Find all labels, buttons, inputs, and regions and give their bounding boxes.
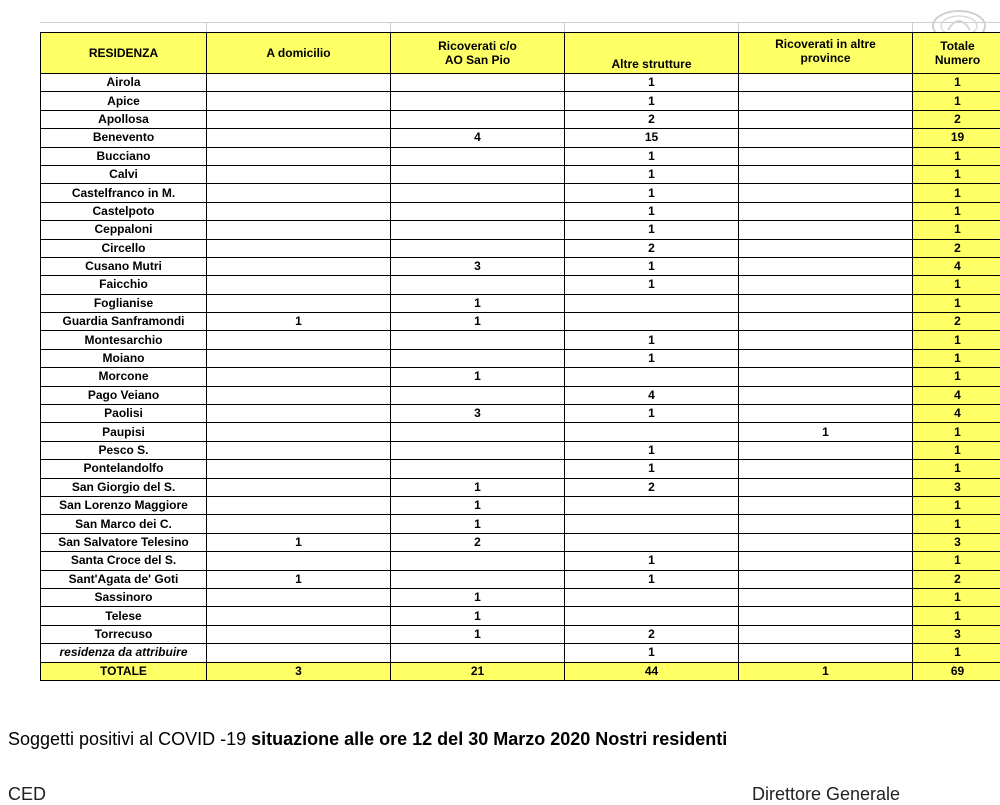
cell-san-pio xyxy=(391,221,565,239)
table-row xyxy=(41,515,1000,533)
cell-domicilio xyxy=(207,552,391,570)
table-row xyxy=(41,331,1000,349)
footer-right-label: Direttore Generale xyxy=(752,784,900,805)
table-header-row xyxy=(41,33,1000,74)
table-row xyxy=(41,588,1000,606)
cell-totale: 19 xyxy=(913,129,1000,147)
cell-residenza: Foglianise xyxy=(41,294,207,312)
cell-totale: 1 xyxy=(913,331,1000,349)
cell-domicilio xyxy=(207,331,391,349)
cell-totale: 1 xyxy=(913,607,1000,625)
cell-residenza: Torrecuso xyxy=(41,625,207,643)
cell-altre-strutture: 1 xyxy=(565,331,739,349)
cell-totale: 1 xyxy=(913,423,1000,441)
cell-totale: 1 xyxy=(913,368,1000,386)
cell-altre-strutture xyxy=(565,368,739,386)
cell-residenza: Paolisi xyxy=(41,405,207,423)
cell-altre-strutture: 1 xyxy=(565,552,739,570)
cell-domicilio xyxy=(207,221,391,239)
cell-altre-province xyxy=(739,533,913,551)
cell-altre-province xyxy=(739,625,913,643)
cell-domicilio xyxy=(207,515,391,533)
cell-san-pio xyxy=(391,423,565,441)
cell-san-pio: 3 xyxy=(391,257,565,275)
cell-residenza: San Marco dei C. xyxy=(41,515,207,533)
covid-residence-table xyxy=(40,32,1000,681)
cell-altre-province xyxy=(739,331,913,349)
cell-residenza: Paupisi xyxy=(41,423,207,441)
cell-residenza: Apice xyxy=(41,92,207,110)
cell-residenza: Montesarchio xyxy=(41,331,207,349)
cell-totale: 4 xyxy=(913,386,1000,404)
cell-totale: 1 xyxy=(913,496,1000,514)
cell-residenza: Telese xyxy=(41,607,207,625)
cell-san-pio xyxy=(391,644,565,662)
table-row xyxy=(41,423,1000,441)
cell-altre-strutture: 44 xyxy=(565,662,739,680)
cell-altre-province xyxy=(739,239,913,257)
cell-san-pio xyxy=(391,460,565,478)
header-altre-label: Altre strutture xyxy=(611,57,691,71)
header-totale-line1: Totale xyxy=(940,39,974,53)
cell-altre-province xyxy=(739,147,913,165)
cell-totale: 4 xyxy=(913,405,1000,423)
cell-san-pio xyxy=(391,92,565,110)
cell-totale: 1 xyxy=(913,294,1000,312)
cell-altre-province xyxy=(739,405,913,423)
table-row xyxy=(41,386,1000,404)
cell-altre-province xyxy=(739,110,913,128)
cell-domicilio xyxy=(207,625,391,643)
cell-altre-province xyxy=(739,644,913,662)
cell-domicilio xyxy=(207,386,391,404)
table-row xyxy=(41,257,1000,275)
cell-domicilio xyxy=(207,129,391,147)
cell-totale: 1 xyxy=(913,349,1000,367)
cell-domicilio: 1 xyxy=(207,570,391,588)
table-row xyxy=(41,349,1000,367)
top-rule xyxy=(40,22,1000,23)
table-row xyxy=(41,294,1000,312)
cell-altre-province xyxy=(739,92,913,110)
cell-altre-strutture: 1 xyxy=(565,257,739,275)
cell-residenza: Pago Veiano xyxy=(41,386,207,404)
cell-residenza: Circello xyxy=(41,239,207,257)
table-row xyxy=(41,184,1000,202)
table-row xyxy=(41,74,1000,92)
header-totale-line2: Numero xyxy=(935,53,980,67)
table-row xyxy=(41,533,1000,551)
table-row xyxy=(41,478,1000,496)
cell-san-pio: 1 xyxy=(391,588,565,606)
cell-domicilio: 1 xyxy=(207,313,391,331)
table-row xyxy=(41,625,1000,643)
cell-domicilio xyxy=(207,202,391,220)
cell-san-pio: 4 xyxy=(391,129,565,147)
cell-san-pio: 1 xyxy=(391,607,565,625)
cell-altre-strutture: 2 xyxy=(565,110,739,128)
cell-san-pio: 1 xyxy=(391,294,565,312)
cell-altre-strutture: 4 xyxy=(565,386,739,404)
totals-row xyxy=(41,662,1000,680)
cell-domicilio xyxy=(207,496,391,514)
cell-san-pio: 1 xyxy=(391,625,565,643)
cell-domicilio xyxy=(207,294,391,312)
cell-altre-strutture xyxy=(565,496,739,514)
header-residenza xyxy=(41,33,207,74)
header-totale xyxy=(913,33,1000,74)
table-row xyxy=(41,552,1000,570)
cell-residenza: Bucciano xyxy=(41,147,207,165)
cell-residenza: TOTALE xyxy=(41,662,207,680)
cell-altre-strutture: 1 xyxy=(565,441,739,459)
column-tick xyxy=(564,22,565,32)
cell-totale: 1 xyxy=(913,644,1000,662)
cell-altre-strutture: 1 xyxy=(565,147,739,165)
cell-domicilio: 1 xyxy=(207,533,391,551)
cell-residenza: Benevento xyxy=(41,129,207,147)
table-row xyxy=(41,644,1000,662)
cell-totale: 3 xyxy=(913,533,1000,551)
cell-san-pio xyxy=(391,239,565,257)
cell-domicilio xyxy=(207,423,391,441)
cell-san-pio: 1 xyxy=(391,478,565,496)
cell-altre-strutture: 1 xyxy=(565,460,739,478)
cell-altre-strutture: 2 xyxy=(565,239,739,257)
cell-residenza: Pontelandolfo xyxy=(41,460,207,478)
cell-san-pio xyxy=(391,570,565,588)
table-row xyxy=(41,110,1000,128)
cell-residenza: Calvi xyxy=(41,165,207,183)
cell-totale: 1 xyxy=(913,515,1000,533)
cell-totale: 69 xyxy=(913,662,1000,680)
cell-altre-province: 1 xyxy=(739,662,913,680)
cell-residenza: Castelfranco in M. xyxy=(41,184,207,202)
table-row xyxy=(41,165,1000,183)
cell-san-pio: 2 xyxy=(391,533,565,551)
cell-altre-strutture: 1 xyxy=(565,570,739,588)
cell-altre-strutture xyxy=(565,313,739,331)
cell-totale: 1 xyxy=(913,165,1000,183)
cell-residenza: Sant'Agata de' Goti xyxy=(41,570,207,588)
column-tick xyxy=(390,22,391,32)
table-row xyxy=(41,276,1000,294)
cell-totale: 4 xyxy=(913,257,1000,275)
cell-san-pio xyxy=(391,276,565,294)
table-caption xyxy=(8,729,727,750)
cell-altre-strutture xyxy=(565,294,739,312)
cell-san-pio xyxy=(391,165,565,183)
cell-altre-province xyxy=(739,349,913,367)
cell-san-pio xyxy=(391,74,565,92)
cell-altre-province xyxy=(739,74,913,92)
cell-san-pio: 21 xyxy=(391,662,565,680)
cell-san-pio xyxy=(391,552,565,570)
cell-altre-province xyxy=(739,496,913,514)
cell-totale: 1 xyxy=(913,74,1000,92)
cell-altre-strutture xyxy=(565,533,739,551)
cell-residenza: Faicchio xyxy=(41,276,207,294)
cell-altre-strutture: 2 xyxy=(565,478,739,496)
cell-totale: 1 xyxy=(913,588,1000,606)
cell-altre-province xyxy=(739,129,913,147)
cell-residenza: Guardia Sanframondi xyxy=(41,313,207,331)
cell-altre-strutture: 1 xyxy=(565,644,739,662)
cell-altre-province xyxy=(739,313,913,331)
cell-residenza: San Salvatore Telesino xyxy=(41,533,207,551)
header-altre-province xyxy=(739,33,913,74)
cell-altre-province xyxy=(739,588,913,606)
header-ricoverati-san-pio xyxy=(391,33,565,74)
cell-totale: 3 xyxy=(913,625,1000,643)
cell-san-pio: 1 xyxy=(391,515,565,533)
cell-san-pio xyxy=(391,441,565,459)
table-row xyxy=(41,460,1000,478)
cell-residenza: Sassinoro xyxy=(41,588,207,606)
cell-altre-province: 1 xyxy=(739,423,913,441)
table-body xyxy=(41,74,1000,681)
table-row xyxy=(41,368,1000,386)
cell-altre-strutture: 1 xyxy=(565,202,739,220)
table-row xyxy=(41,607,1000,625)
cell-san-pio: 1 xyxy=(391,496,565,514)
cell-san-pio xyxy=(391,202,565,220)
cell-residenza: Santa Croce del S. xyxy=(41,552,207,570)
cell-totale: 2 xyxy=(913,239,1000,257)
cell-altre-strutture: 1 xyxy=(565,221,739,239)
table-row xyxy=(41,202,1000,220)
caption-bold: situazione alle ore 12 del 30 Marzo 2020 Nostri residenti xyxy=(251,729,727,749)
header-province-line2: province xyxy=(800,51,850,65)
cell-san-pio xyxy=(391,349,565,367)
cell-domicilio xyxy=(207,184,391,202)
cell-domicilio xyxy=(207,110,391,128)
cell-san-pio xyxy=(391,147,565,165)
cell-domicilio xyxy=(207,405,391,423)
cell-residenza: San Lorenzo Maggiore xyxy=(41,496,207,514)
cell-domicilio xyxy=(207,607,391,625)
cell-domicilio xyxy=(207,441,391,459)
cell-altre-strutture: 15 xyxy=(565,129,739,147)
cell-altre-strutture: 1 xyxy=(565,92,739,110)
cell-altre-province xyxy=(739,515,913,533)
cell-domicilio xyxy=(207,239,391,257)
cell-altre-province xyxy=(739,570,913,588)
cell-san-pio xyxy=(391,331,565,349)
table-row xyxy=(41,147,1000,165)
cell-totale: 2 xyxy=(913,110,1000,128)
cell-totale: 1 xyxy=(913,147,1000,165)
column-tick xyxy=(206,22,207,32)
cell-totale: 2 xyxy=(913,313,1000,331)
cell-altre-province xyxy=(739,552,913,570)
cell-altre-province xyxy=(739,294,913,312)
cell-altre-province xyxy=(739,257,913,275)
cell-altre-strutture: 1 xyxy=(565,74,739,92)
header-province-line1: Ricoverati in altre xyxy=(775,37,876,51)
cell-altre-province xyxy=(739,441,913,459)
cell-altre-province xyxy=(739,184,913,202)
column-tick xyxy=(738,22,739,32)
cell-san-pio xyxy=(391,184,565,202)
cell-altre-province xyxy=(739,386,913,404)
cell-domicilio xyxy=(207,368,391,386)
table-row xyxy=(41,313,1000,331)
cell-altre-province xyxy=(739,607,913,625)
cell-altre-province xyxy=(739,276,913,294)
footer-left-label: CED xyxy=(8,784,46,805)
cell-altre-strutture xyxy=(565,423,739,441)
cell-totale: 1 xyxy=(913,221,1000,239)
cell-domicilio xyxy=(207,147,391,165)
cell-altre-strutture xyxy=(565,607,739,625)
caption-normal: Soggetti positivi al COVID -19 xyxy=(8,729,251,749)
table-row xyxy=(41,239,1000,257)
cell-altre-province xyxy=(739,460,913,478)
cell-totale: 1 xyxy=(913,184,1000,202)
cell-domicilio xyxy=(207,74,391,92)
cell-domicilio: 3 xyxy=(207,662,391,680)
cell-san-pio: 1 xyxy=(391,313,565,331)
cell-altre-province xyxy=(739,202,913,220)
table-row xyxy=(41,570,1000,588)
table-row xyxy=(41,92,1000,110)
cell-domicilio xyxy=(207,460,391,478)
cell-totale: 1 xyxy=(913,92,1000,110)
cell-residenza: Moiano xyxy=(41,349,207,367)
header-altre-strutture xyxy=(565,33,739,74)
cell-san-pio: 3 xyxy=(391,405,565,423)
cell-san-pio xyxy=(391,110,565,128)
header-ricoverati-line2: AO San Pio xyxy=(445,53,510,67)
cell-totale: 1 xyxy=(913,460,1000,478)
cell-altre-strutture: 1 xyxy=(565,165,739,183)
cell-residenza: Morcone xyxy=(41,368,207,386)
cell-altre-strutture: 1 xyxy=(565,405,739,423)
cell-altre-province xyxy=(739,165,913,183)
table-row xyxy=(41,441,1000,459)
table-row xyxy=(41,129,1000,147)
cell-altre-province xyxy=(739,368,913,386)
cell-altre-province xyxy=(739,478,913,496)
header-domicilio-label: A domicilio xyxy=(266,46,330,60)
header-ricoverati-line1: Ricoverati c/o xyxy=(438,39,517,53)
cell-totale: 3 xyxy=(913,478,1000,496)
cell-domicilio xyxy=(207,349,391,367)
cell-residenza: Castelpoto xyxy=(41,202,207,220)
cell-altre-strutture: 1 xyxy=(565,349,739,367)
cell-san-pio xyxy=(391,386,565,404)
cell-altre-strutture: 1 xyxy=(565,184,739,202)
cell-altre-strutture: 2 xyxy=(565,625,739,643)
cell-altre-strutture xyxy=(565,515,739,533)
table-row xyxy=(41,496,1000,514)
cell-totale: 1 xyxy=(913,441,1000,459)
cell-residenza: Pesco S. xyxy=(41,441,207,459)
cell-totale: 2 xyxy=(913,570,1000,588)
cell-residenza: San Giorgio del S. xyxy=(41,478,207,496)
cell-residenza: Ceppaloni xyxy=(41,221,207,239)
cell-domicilio xyxy=(207,257,391,275)
cell-domicilio xyxy=(207,478,391,496)
cell-altre-province xyxy=(739,221,913,239)
cell-domicilio xyxy=(207,165,391,183)
table-row xyxy=(41,221,1000,239)
table-row xyxy=(41,405,1000,423)
cell-domicilio xyxy=(207,588,391,606)
cell-residenza: Apollosa xyxy=(41,110,207,128)
cell-altre-strutture: 1 xyxy=(565,276,739,294)
header-domicilio xyxy=(207,33,391,74)
column-tick xyxy=(912,22,913,32)
cell-residenza: residenza da attribuire xyxy=(41,644,207,662)
cell-altre-strutture xyxy=(565,588,739,606)
cell-residenza: Cusano Mutri xyxy=(41,257,207,275)
cell-totale: 1 xyxy=(913,202,1000,220)
cell-domicilio xyxy=(207,92,391,110)
cell-san-pio: 1 xyxy=(391,368,565,386)
cell-domicilio xyxy=(207,644,391,662)
header-residenza-label: RESIDENZA xyxy=(89,46,158,60)
cell-residenza: Airola xyxy=(41,74,207,92)
cell-domicilio xyxy=(207,276,391,294)
cell-totale: 1 xyxy=(913,276,1000,294)
cell-totale: 1 xyxy=(913,552,1000,570)
